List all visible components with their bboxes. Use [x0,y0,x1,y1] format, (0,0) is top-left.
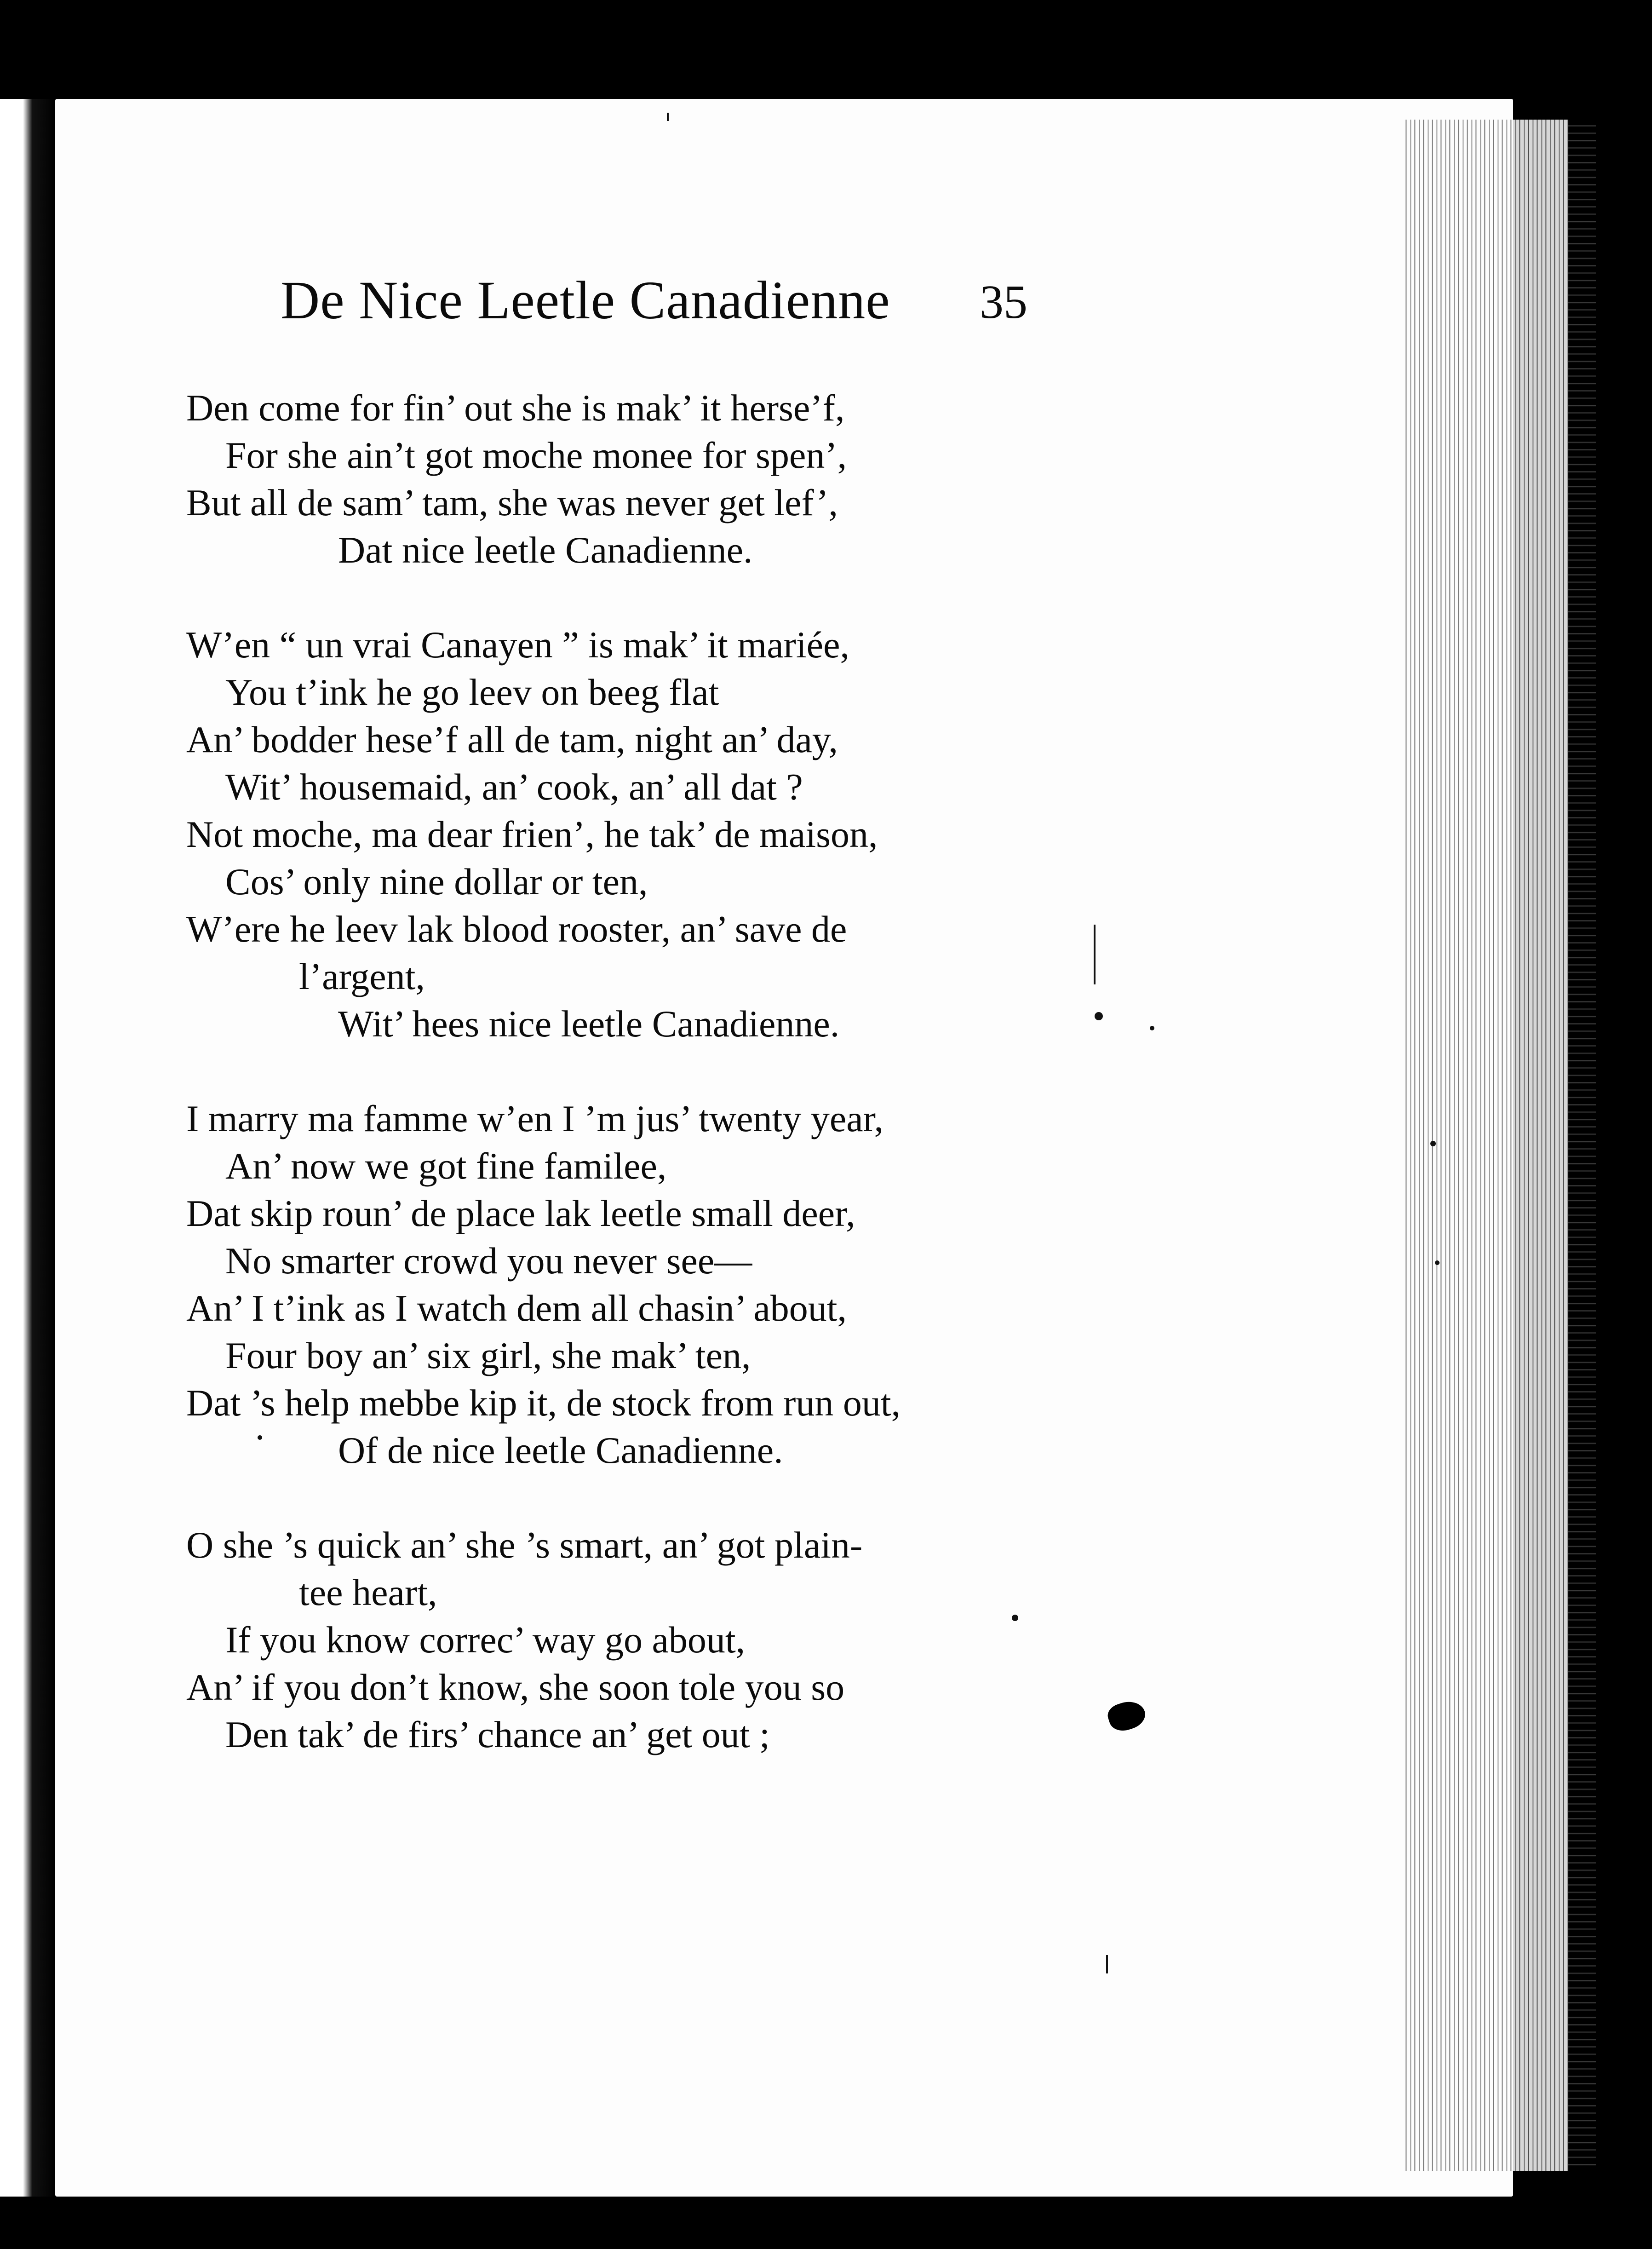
verse-line: An’ now we got fine familee, [225,1145,667,1187]
verse-line: I marry ma famme w’en I ’m jus’ twenty year, [186,1098,884,1139]
verse-line: Den come for fin’ out she is mak’ it herse’f, [186,387,845,429]
verse-line: No smarter crowd you never see— [225,1240,752,1282]
verse-line: l’argent, [299,955,425,997]
verse-line: Dat nice leetle Canadienne. [338,529,753,571]
verse-line: An’ bodder hese’f all de tam, night an’ day, [186,719,838,760]
verse-line: Dat ’s help mebbe kip it, de stock from run out, [186,1382,901,1424]
page-fore-edge-shadow [1568,120,1596,2171]
stanza [186,1521,1106,1758]
ink-speck [1430,1141,1436,1146]
verse-line: For she ain’t got moche monee for spen’, [225,434,847,476]
stanza [186,621,1106,1047]
verse-line: But all de sam’ tam, she was never get lef’, [186,482,838,523]
ink-speck [1095,1012,1103,1020]
verse-line: O she ’s quick an’ she ’s smart, an’ got plain- [186,1524,863,1566]
verse-line: Wit’ housemaid, an’ cook, an’ all dat ? [225,766,803,808]
stanza [186,384,1106,574]
ink-speck [1435,1260,1440,1265]
ink-mark [1106,1955,1108,1973]
verse-line: tee heart, [299,1571,437,1613]
verse-line: Wit’ hees nice leetle Canadienne. [338,1003,840,1045]
ink-speck [1012,1615,1018,1621]
verse-line: W’ere he leev lak blood rooster, an’ save de [186,908,847,950]
verse-line: An’ if you don’t know, she soon tole you so [186,1666,845,1708]
page-number: 35 [980,276,1027,328]
poem-body [186,384,1106,1806]
verse-line: Dat skip roun’ de place lak leetle small deer, [186,1192,855,1234]
verse-line: You t’ink he go leev on beeg flat [225,671,719,713]
verse-line: W’en “ un vrai Canayen ” is mak’ it mariée, [186,624,849,666]
page-header [281,269,1062,343]
verse-line: Den tak’ de firs’ chance an’ get out ; [225,1714,770,1755]
ink-mark [667,113,669,121]
ink-speck [1150,1026,1154,1030]
verse-line: An’ I t’ink as I watch dem all chasin’ about, [186,1287,847,1329]
verse-line: Not moche, ma dear frien’, he tak’ de maison, [186,813,878,855]
verse-line: Of de nice leetle Canadienne. [338,1429,783,1471]
ink-speck [258,1435,262,1440]
ink-mark [1094,925,1096,984]
verse-line: If you know correc’ way go about, [225,1619,746,1661]
verse-line: Four boy an’ six girl, she mak’ ten, [225,1334,751,1376]
running-title: De Nice Leetle Canadienne [281,270,890,330]
stanza [186,1095,1106,1474]
verse-line: Cos’ only nine dollar or ten, [225,861,648,903]
